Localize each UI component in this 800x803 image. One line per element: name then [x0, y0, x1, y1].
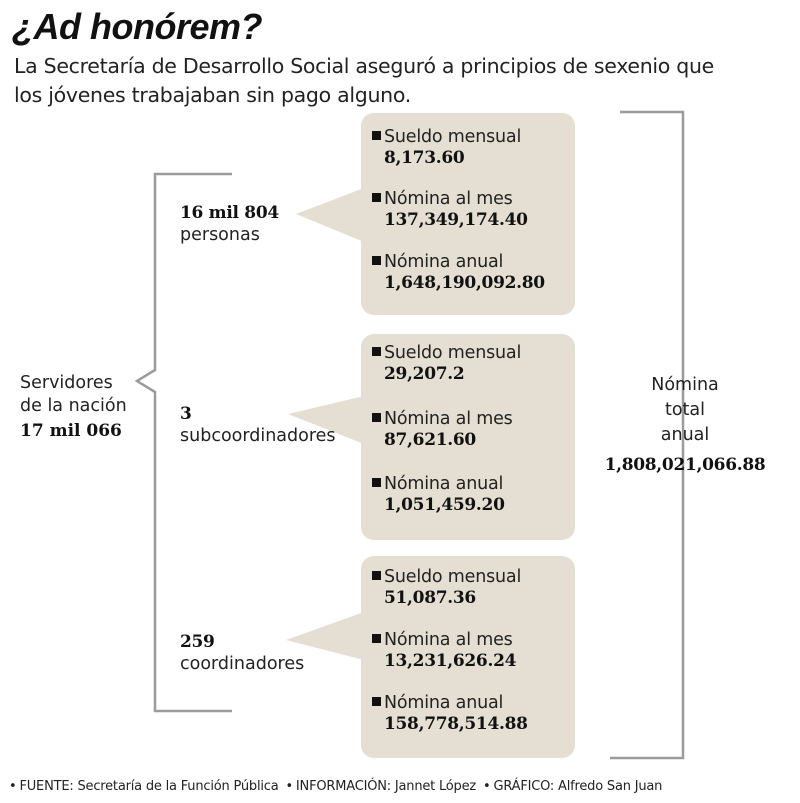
bullet-square-icon	[372, 256, 381, 265]
group-label-personas	[180, 203, 279, 245]
box-item	[372, 474, 505, 515]
item-value: 1,051,459.20	[384, 495, 505, 515]
footer-bullet: •	[482, 779, 491, 794]
bullet-square-icon	[372, 478, 381, 487]
box-item	[372, 630, 516, 671]
item-label: Sueldo mensual	[384, 567, 522, 587]
group-label-coordinadores	[180, 632, 304, 674]
item-label: Sueldo mensual	[384, 343, 522, 363]
footer-graphic: GRÁFICO: Alfredo San Juan	[493, 779, 663, 794]
group-label-subcoordinadores	[180, 404, 336, 446]
footer-bullet: •	[9, 779, 17, 794]
total-line2: total	[664, 400, 706, 420]
box-item	[372, 567, 521, 608]
footer-bullet: •	[285, 779, 293, 794]
servidores-label	[20, 372, 127, 441]
group-desc: personas	[180, 225, 260, 245]
servidores-count: 17 mil 066	[20, 421, 122, 441]
item-value: 51,087.36	[384, 588, 476, 608]
item-label: Nómina al mes	[384, 189, 513, 209]
group-count: 16 mil 804	[180, 203, 279, 223]
box-item	[372, 343, 521, 384]
box-item	[372, 127, 521, 168]
item-label: Nómina anual	[384, 474, 504, 494]
item-label: Nómina anual	[384, 252, 504, 272]
item-value: 87,621.60	[384, 430, 476, 450]
item-value: 1,648,190,092.80	[384, 273, 545, 293]
item-value: 137,349,174.40	[384, 210, 528, 230]
group-count: 3	[180, 404, 192, 424]
servidores-line2: de la nación	[20, 396, 127, 416]
bullet-square-icon	[372, 697, 381, 706]
item-label: Sueldo mensual	[384, 127, 522, 147]
group-desc: subcoordinadores	[180, 426, 336, 446]
item-label: Nómina al mes	[384, 630, 513, 650]
bullet-square-icon	[372, 193, 381, 202]
item-label: Nómina al mes	[384, 409, 513, 429]
bullet-square-icon	[372, 347, 381, 356]
item-value: 8,173.60	[384, 148, 465, 168]
page-title: ¿Ad honórem?	[12, 6, 262, 47]
bullet-square-icon	[372, 571, 381, 580]
total-label	[600, 373, 770, 475]
footer-source: FUENTE: Secretaría de la Función Pública	[19, 779, 279, 794]
bullet-square-icon	[372, 131, 381, 140]
item-value: 29,207.2	[384, 364, 465, 384]
total-value: 1,808,021,066.88	[604, 455, 766, 475]
bullet-square-icon	[372, 413, 381, 422]
footer-info: INFORMACIÓN: Jannet López	[295, 779, 477, 794]
total-line1: Nómina	[651, 375, 719, 395]
page-subtitle: La Secretaría de Desarrollo Social aseguró a principios de sexenio que los jóvenes trabajaban sin pago alguno.	[14, 54, 714, 107]
group-desc: coordinadores	[180, 654, 305, 674]
total-line3: anual	[660, 425, 710, 445]
group-count: 259	[180, 632, 215, 652]
item-label: Nómina anual	[384, 693, 504, 713]
bullet-square-icon	[372, 634, 381, 643]
servidores-line1: Servidores	[20, 373, 113, 393]
box-item	[372, 693, 528, 734]
item-value: 13,231,626.24	[384, 651, 517, 671]
footer-credits	[6, 779, 662, 794]
box-item	[372, 252, 545, 293]
item-value: 158,778,514.88	[384, 714, 528, 734]
box-item	[372, 409, 513, 450]
box-item	[372, 189, 528, 230]
